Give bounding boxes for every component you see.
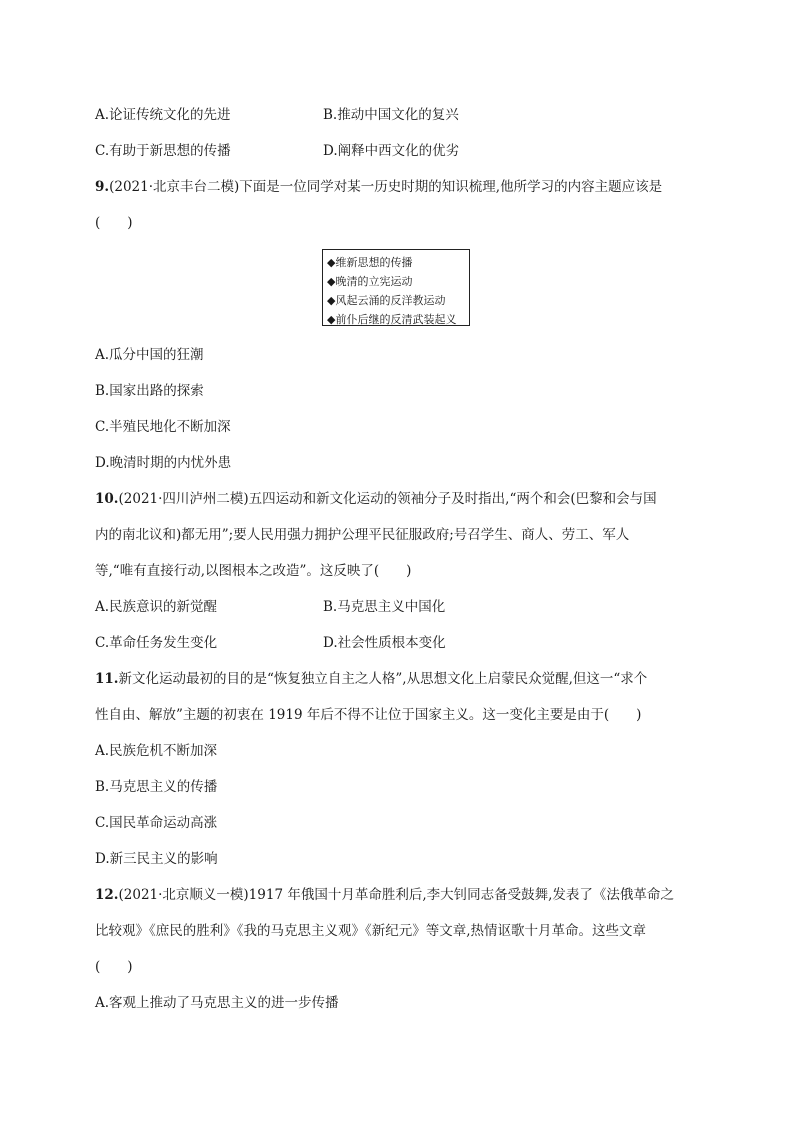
box-item: ◆前仆后继的反清武装起义: [327, 313, 457, 326]
box-item: ◆维新思想的传播: [327, 256, 413, 269]
q9-option-a[interactable]: A.瓜分中国的狂潮: [95, 347, 204, 363]
q9-knowledge-box: [322, 249, 470, 326]
q10-option-b[interactable]: B.马克思主义中国化: [323, 599, 446, 615]
q9-option-d[interactable]: D.晚清时期的内忧外患: [95, 455, 232, 471]
q9-stem-line1: [95, 178, 662, 196]
q10-stem-text: (2021·四川泸州二模)五四运动和新文化运动的领袖分子及时指出,“两个和会(巴黎和会与国: [118, 491, 657, 507]
q10-option-a[interactable]: A.民族意识的新觉醒: [95, 599, 218, 615]
q12-number: 12.: [95, 887, 119, 903]
q11-number: 11.: [95, 671, 119, 687]
q12-stem-text: (2021·北京顺义一模)1917 年俄国十月革命胜利后,李大钊同志备受鼓舞,发表了《法俄革命之: [118, 887, 674, 903]
q12-stem-line2: 比较观》《庶民的胜利》《我的马克思主义观》《新纪元》等文章,热情讴歌十月革命。这些文章: [95, 923, 647, 939]
prev-option-b[interactable]: B.推动中国文化的复兴: [323, 107, 459, 123]
box-item: ◆晚清的立宪运动: [327, 275, 413, 288]
q11-option-d[interactable]: D.新三民主义的影响: [95, 851, 218, 867]
q12-stem-line3: ( ): [95, 959, 133, 975]
box-item: ◆风起云涌的反洋教运动: [327, 294, 446, 307]
q10-stem-line1: [95, 490, 657, 508]
prev-option-c[interactable]: C.有助于新思想的传播: [95, 143, 231, 159]
q9-stem-text: (2021·北京丰台二模)下面是一位同学对某一历史时期的知识梳理,他所学习的内容主题应该是: [109, 179, 663, 195]
q11-stem-text: 新文化运动最初的目的是“恢复独立自主之人格”,从思想文化上启蒙民众觉醒,但这一“求个: [118, 671, 648, 687]
q10-stem-line2: 内的南北议和)都无用”;要人民用强力拥护公理平民征服政府;号召学生、商人、劳工、军人: [95, 527, 630, 543]
q12-stem-line1: [95, 886, 674, 904]
q9-option-b[interactable]: B.国家出路的探索: [95, 383, 204, 399]
q10-stem-line3: 等,“唯有直接行动,以图根本之改造”。这反映了( ): [95, 563, 412, 579]
q10-option-d[interactable]: D.社会性质根本变化: [323, 635, 446, 651]
q11-option-c[interactable]: C.国民革命运动高涨: [95, 815, 218, 831]
q11-option-a[interactable]: A.民族危机不断加深: [95, 743, 218, 759]
prev-option-a[interactable]: A.论证传统文化的先进: [95, 107, 231, 123]
q10-number: 10.: [95, 491, 119, 507]
prev-option-d[interactable]: D.阐释中西文化的优劣: [323, 143, 460, 159]
q10-option-c[interactable]: C.革命任务发生变化: [95, 635, 218, 651]
q9-stem-line2: ( ): [95, 215, 133, 231]
q9-number: 9.: [95, 179, 110, 195]
q11-option-b[interactable]: B.马克思主义的传播: [95, 779, 218, 795]
q12-option-a[interactable]: A.客观上推动了马克思主义的进一步传播: [95, 995, 339, 1011]
q9-option-c[interactable]: C.半殖民地化不断加深: [95, 419, 231, 435]
q11-stem-line1: [95, 670, 647, 688]
q11-stem-line2: 性自由、解放”主题的初衷在 1919 年后不得不让位于国家主义。这一变化主要是由于( ): [95, 707, 642, 723]
